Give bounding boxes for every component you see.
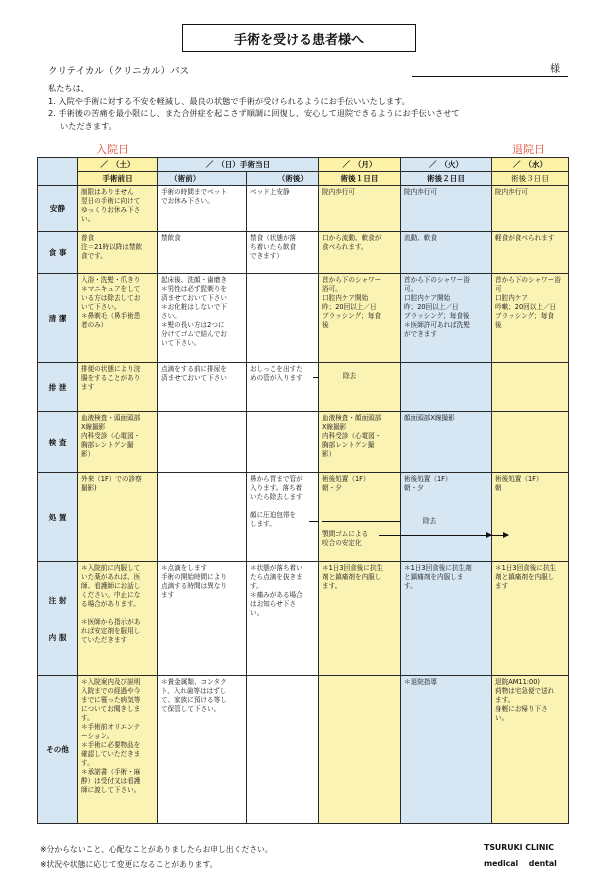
exam-day3: 血液検査・顔面頭部 X線撮影 内科受診（心電図・ 胸部レントゲン撮 影） <box>319 412 401 473</box>
other-day4: ＊退院指導 <box>401 676 492 824</box>
rest-day2-post: ベッド上安静 <box>247 186 319 232</box>
medication-day2-post: ＊状態が落ち着い たら点滴を抜きま す。 ＊痛みがある場合 はお知らせ下さ い。 <box>247 562 319 676</box>
excretion-day2-pre: 点滴をする前に排尿を 済ませておいて下さい <box>158 363 247 412</box>
treatment-day5: 術後処置（1F） 朝 <box>492 473 569 562</box>
row-label-meal: 食 事 <box>38 232 78 274</box>
treatment-day2-post: 鼻から胃まで管が 入ります。落ち着 いたら除去します 顔に圧迫包帯を します。 <box>247 473 319 562</box>
excretion-day3 <box>319 363 401 412</box>
medication-day3: ＊1日3回食後に抗生 剤と鎮痛剤を内服し ます。 <box>319 562 401 676</box>
bandage-removal-label: 除去 <box>423 517 437 525</box>
meal-day5: 軽食が食べられます <box>492 232 569 274</box>
row-label-medication: 内 服 <box>48 632 67 642</box>
header-day4-date: ／ （火） <box>401 158 492 172</box>
header-day1-name: 手術前日 <box>78 172 158 186</box>
rest-day1: 制限はありません 翌日の手術に向けて ゆっくりお休み下さ い。 <box>78 186 158 232</box>
catheter-removal-label: 除去 <box>343 372 357 380</box>
meal-day1: 普食 注＝21時以降は禁飲 食です。 <box>78 232 158 274</box>
hygiene-day4: 首から下のシャワー浴 可。 口腔内ケア開始 昨；20回以上／日 ブラッシング；毎食後 ＊医師許可あれば洗髪 ができます <box>401 274 492 363</box>
hygiene-day3: 首から下のシャワー 浴可。 口腔内ケア開始 昨；20回以上／日 ブラッシング；毎食 後 <box>319 274 401 363</box>
intro-item-2-cont: いただきます。 <box>60 120 117 131</box>
exam-day2-post <box>247 412 319 473</box>
bandage-arrow-cont <box>322 521 406 522</box>
occlusion-arrow-end <box>486 535 508 536</box>
other-day5: 退院AM11:00) 荷物は宅急便で送れ ます。 身輕にお帰り下さ い。 <box>492 676 569 824</box>
row-label-examination: 検 査 <box>38 412 78 473</box>
treatment-day3: 術後処置（1F） 朝・夕 顎間ゴムによる 咬合の安定化 <box>319 473 401 562</box>
row-label-treatment: 処 置 <box>38 473 78 562</box>
occlusion-note: 顎間ゴムによる 咬合の安定化 <box>322 530 369 547</box>
treatment-day4: 術後処置（1F） 朝・夕 除去 <box>401 473 492 562</box>
intro-lead: 私たちは、 <box>48 83 89 93</box>
footer-note-1: ※分からないこと、心配なことがありましたらお申し出ください。 <box>40 845 273 854</box>
row-label-other: その他 <box>38 676 78 824</box>
rest-day2-pre: 手術の時間までベット でお休み下さい。 <box>158 186 247 232</box>
row-label-injection: 注 射 <box>48 595 67 605</box>
excretion-day4 <box>401 363 492 412</box>
document-subtitle: クリテイカル（クリニカル）パス <box>48 66 190 77</box>
row-label-excretion: 排 泄 <box>38 363 78 412</box>
other-day2-pre: ＊貴金属類、コンタク ト、入れ歯等ははずし て、家族に預ける等し て保管して下さい。 <box>158 676 247 824</box>
occlusion-arrow-cont <box>395 535 491 536</box>
admission-day-label: 入院日 <box>96 143 129 156</box>
row-label-rest: 安静 <box>38 186 78 232</box>
medication-day2-pre: ＊点滴をします 手術の開始時間により 点滴する時間は異なり ます <box>158 562 247 676</box>
clinic-subtitle: medical dental <box>484 859 557 868</box>
patient-name-suffix: 様 <box>550 64 560 75</box>
excretion-day2-post: おしっこを出すた めの管が入ります <box>247 363 319 412</box>
excretion-day5 <box>492 363 569 412</box>
hygiene-day2-pre: 起床後、洗顔・歯磨き ＊男性は必ず髭剃りを 済ませておいて下さい ＊お化粧はしないで下 さい。 ＊髪の長い方は2つに 分けてゴムで結んでお いて下さい。 <box>158 274 247 363</box>
header-day5-date: ／ （水） <box>492 158 569 172</box>
header-day4-name: 術後２日目 <box>401 172 492 186</box>
row-label-hygiene: 清 潔 <box>38 274 78 363</box>
rest-day5: 院内歩行可 <box>492 186 569 232</box>
header-day1-date: ／ （土） <box>78 158 158 172</box>
meal-day2-pre: 禁飲食 <box>158 232 247 274</box>
treatment-day1: 外来（1F）での診察 撮影) <box>78 473 158 562</box>
header-day3-name: 術後１日目 <box>319 172 401 186</box>
treatment-day2-pre <box>158 473 247 562</box>
meal-day2-post: 禁食（状態が落 ち着いたら飲食 できます） <box>247 232 319 274</box>
discharge-day-label: 退院日 <box>512 143 545 156</box>
rest-day4: 院内歩行可 <box>401 186 492 232</box>
page-title: 手術を受ける患者様へ <box>182 24 416 52</box>
row-label-injection-medication <box>38 562 78 676</box>
footer-note-2: ※状況や状態に応じて変更になることがあります。 <box>40 860 218 869</box>
excretion-day1: 排便の状態により浣 腸をすることがあり ます <box>78 363 158 412</box>
other-day3 <box>319 676 401 824</box>
header-corner <box>38 158 78 186</box>
rest-day3: 院内歩行可 <box>319 186 401 232</box>
clinical-path-table <box>37 157 569 824</box>
meal-day4: 流動、軟食 <box>401 232 492 274</box>
meal-day3: 口から流動、軟食が 食べられます。 <box>319 232 401 274</box>
header-day2-date: ／ （日）手術当日 <box>158 158 319 172</box>
exam-day4: 顔面頭部X線撮影 <box>401 412 492 473</box>
medication-day4: ＊1日3回食後に抗生剤 と鎮痛剤を内服しま す。 <box>401 562 492 676</box>
header-day5-name: 術後３日目 <box>492 172 569 186</box>
intro-item-1: 1. 入院や手術に対する不安を軽減し、最良の状態で手術が受けられるようにお手伝いいたします。 <box>48 95 410 106</box>
header-day3-date: ／ （月） <box>319 158 401 172</box>
header-day2-post: （術後） <box>247 172 319 186</box>
hygiene-day5: 首から下のシャワー浴 可 口腔内ケア 吟嗽；20回以上／日 ブラッシング；毎食 後 <box>492 274 569 363</box>
header-day2-pre: （術前） <box>158 172 247 186</box>
other-day2-post <box>247 676 319 824</box>
patient-name-line <box>412 76 568 77</box>
intro-item-2: 2. 手術後の苦痛を最小限にし、また合併症を起こさず順調に回復し、安心して退院できるようにお手伝いさせて <box>48 108 460 118</box>
medication-day1: ＊入院前に内服して いた薬があれば、医 師、看護師にお話し ください。中止にな る場合があります。 ＊医師から指示があ れば安定剤を服用し ていただきます <box>78 562 158 676</box>
hygiene-day1: 入浴・洗髪・爪きり ＊マニキュアをして いる方は除去してお いて下さい。 ＊鼻剃毛（鼻手術患 者のみ） <box>78 274 158 363</box>
medication-day5: ＊1日3回食後に抗生 剤と鎮痛剤を内服し ます <box>492 562 569 676</box>
hygiene-day2-post <box>247 274 319 363</box>
exam-day2-pre <box>158 412 247 473</box>
exam-day1: 血液検査・頭面頭部 X線撮影 内科受診（心電図・ 胸部レントゲン撮 影） <box>78 412 158 473</box>
other-day1: ＊入院案内及び説明 入院までの経過や今 までに罹った病気等 についてお聞きしま す。 ＊手術前オリエンテ ーション。 ＊手術に必要物品を 確認していただきま す。 ＊承諾書（手術・麻 酔）は受付又は看護 師に渡して下さい。 <box>78 676 158 824</box>
exam-day5 <box>492 412 569 473</box>
intro-text <box>48 82 578 132</box>
clinic-name: TSURUKI CLINIC <box>484 843 554 852</box>
